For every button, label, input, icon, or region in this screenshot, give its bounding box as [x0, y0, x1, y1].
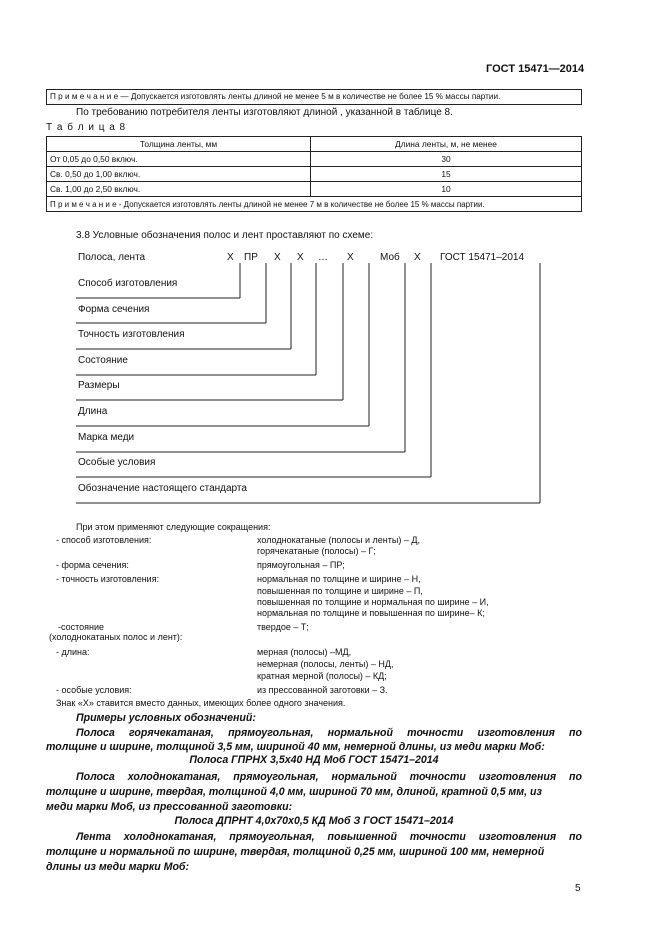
table-cell: Св. 0,50 до 1,00 включ.	[47, 167, 311, 182]
table-header-cell: Длина ленты, м, не менее	[311, 137, 582, 152]
example-2-designation: Полоса ДПРНТ 4,0х70х0,5 КД Моб З ГОСТ 15471–2014	[174, 815, 454, 827]
table-cell: От 0,05 до 0,50 включ.	[47, 152, 311, 167]
abbrev-term-continued: (холоднокатаных полос и лент):	[49, 632, 183, 642]
abbrev-value: горячекатаные (полосы) – Г;	[257, 546, 376, 556]
example-3-line: длины из меди марки Моб:	[46, 861, 190, 873]
section-3-8: 3.8 Условные обозначения полос и лент проставляют по схеме:	[76, 230, 374, 241]
abbrev-term: - форма сечения:	[56, 560, 129, 570]
abbrev-value: нормальная по толщине и повышенная по ширине– К;	[257, 608, 485, 618]
table-note: П р и м е ч а н и е - Допускается изготовлять ленты длиной не менее 7 м в количестве не более 15 % массы партии.	[47, 197, 582, 212]
scheme-label: Точность изготовления	[78, 329, 185, 340]
table-header-row	[47, 137, 582, 152]
scheme-mark-accuracy: Х	[274, 252, 281, 263]
abbrev-term: - длина:	[56, 647, 90, 657]
scheme-mark-length: Х	[347, 252, 354, 263]
scheme-label: Обозначение настоящего стандарта	[78, 483, 247, 494]
scheme-label: Форма сечения	[78, 304, 150, 315]
scheme-label: Длина	[78, 406, 108, 417]
table-cell: 30	[311, 152, 582, 167]
scheme-mark-dimensions: …	[318, 252, 328, 263]
scheme-mark-copper-grade: Моб	[380, 252, 400, 263]
note-prefix: П р и м е ч а н и е	[50, 92, 119, 101]
note-top	[50, 92, 500, 101]
table-row	[47, 182, 582, 197]
x-sign-note: Знак «Х» ставится вместо данных, имеющих более одного значения.	[56, 698, 346, 708]
scheme-label: Особые условия	[78, 457, 156, 468]
scheme-mark-conditions: Х	[414, 252, 421, 263]
example-1-line: Полоса горячекатаная, прямоугольная, нормальной точности изготовления по	[76, 727, 582, 739]
abbrev-value: нормальная по толщине и ширине – Н,	[257, 574, 421, 584]
example-2-line: Полоса холоднокатаная, прямоугольная, нормальной точности изготовления по	[76, 771, 582, 783]
scheme-mark-section: ПР	[244, 252, 258, 263]
scheme-label: Размеры	[78, 380, 120, 391]
abbrev-value: повышенная по толщине и ширине – П,	[257, 586, 423, 596]
example-1-line: толщине и ширине, толщиной 3,5 мм, шириной 40 мм, немерной длины, из меди марки Моб:	[46, 741, 545, 753]
scheme-label: Марка меди	[78, 432, 135, 443]
abbrev-term: -состояние	[58, 622, 105, 632]
page-number: 5	[575, 883, 581, 894]
abbrev-value: твердое – Т;	[257, 622, 309, 632]
abbrev-value: прямоугольная – ПР;	[257, 560, 345, 570]
table-note-row	[47, 197, 582, 212]
table-cell: 10	[311, 182, 582, 197]
table-cell: 15	[311, 167, 582, 182]
abbrev-term: - точность изготовления:	[56, 574, 160, 584]
abbrev-value: кратная мерной (полосы) – КД;	[257, 671, 387, 681]
abbrev-intro: При этом применяют следующие сокращения:	[76, 522, 271, 532]
abbrev-term: - способ изготовления:	[56, 535, 152, 545]
abbrev-value: мерная (полосы) –МД,	[257, 647, 352, 657]
scheme-product-name: Полоса, лента	[78, 252, 146, 263]
table-header-cell: Толщина ленты, мм	[47, 137, 311, 152]
table-cell: Св. 1,00 до 2,50 включ.	[47, 182, 311, 197]
scheme-label: Состояние	[78, 355, 128, 366]
table-row	[47, 167, 582, 182]
note-text: — Допускается изготовлять ленты длиной не менее 5 м в количестве не более 15 % массы партии.	[118, 92, 501, 101]
scheme-mark-state: Х	[297, 252, 304, 263]
example-3-line: Лента холоднокатаная, прямоугольная, повышенной точности изготовления по	[76, 831, 582, 843]
intro-line: По требованию потребителя ленты изготовляют длиной , указанной в таблице 8.	[76, 107, 453, 118]
table-8	[46, 136, 582, 212]
abbrev-value: повышенная по толщине и нормальная по ширине – И,	[257, 597, 489, 607]
abbrev-value: холоднокатаные (полосы и ленты) – Д,	[257, 535, 420, 545]
example-2-line: толщине и ширине, твердая, толщиной 4,0 мм, шириной 70 мм, длиной, кратной 0,5 мм, из	[46, 786, 542, 798]
abbrev-value: немерная (полосы, ленты) – НД,	[257, 659, 394, 669]
example-1-designation: Полоса ГПРНХ 3,5х40 НД Моб ГОСТ 15471–2014	[189, 754, 439, 766]
scheme-mark-method: Х	[227, 252, 234, 263]
standard-header: ГОСТ 15471—2014	[486, 63, 585, 75]
table-title: Т а б л и ц а 8	[46, 122, 127, 133]
table-row	[47, 152, 582, 167]
example-3-line: толщине и нормальной по ширине, твердая, толщиной 0,25 мм, шириной 100 мм, немерной	[46, 846, 545, 858]
scheme-label: Способ изготовления	[78, 278, 178, 289]
scheme-mark-standard: ГОСТ 15471–2014	[440, 252, 525, 263]
abbrev-term: - особые условия:	[56, 685, 132, 695]
examples-heading: Примеры условных обозначений:	[76, 712, 256, 724]
example-2-line: меди марки Моб, из прессованной заготовки:	[46, 801, 293, 813]
abbrev-value: из прессованной заготовки – З.	[257, 685, 388, 695]
